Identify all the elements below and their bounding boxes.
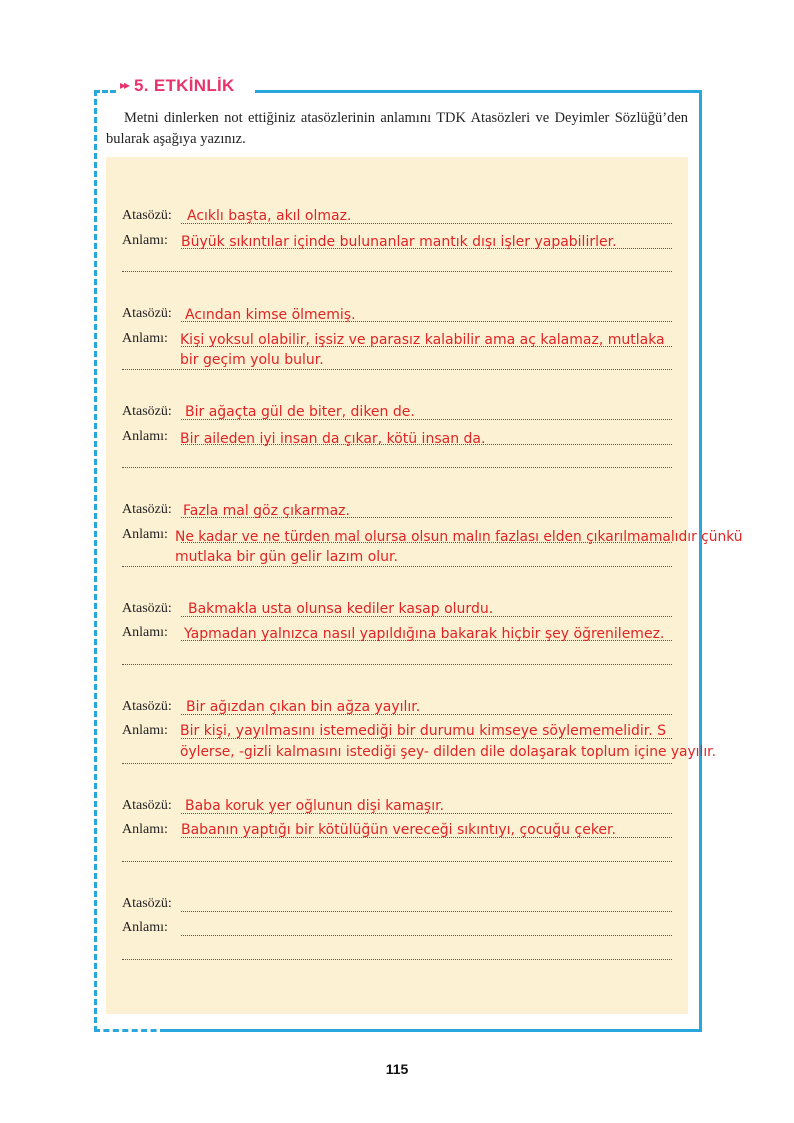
meaning-answer: Yapmadan yalnızca nasıl yapıldığına bakarak hiçbir şey öğrenilemez. xyxy=(184,626,665,642)
meaning-label: Anlamı: xyxy=(122,920,168,935)
meaning-answer: Kişi yoksul olabilir, işsiz ve parasız kalabilir ama aç kalamaz, mutlaka xyxy=(180,332,665,348)
dotted-line xyxy=(181,911,672,912)
proverb-label: Atasözü: xyxy=(122,404,172,419)
meaning-answer: Bir kişi, yayılmasını istemediği bir durumu kimseye söylememelidir. S xyxy=(180,723,667,739)
proverb-label: Atasözü: xyxy=(122,699,172,714)
blank-row xyxy=(122,843,672,863)
answer-panel xyxy=(106,157,688,1014)
frame-dash-top xyxy=(94,90,116,93)
dotted-line xyxy=(122,467,672,468)
proverb-answer: Baba koruk yer oğlunun dişi kamaşır. xyxy=(185,798,445,814)
meaning-answer-cont: bir geçim yolu bulur. xyxy=(180,352,324,368)
meaning-answer: Babanın yaptığı bir kötülüğün vereceği sıkıntıyı, çocuğu çeker. xyxy=(181,822,616,838)
dotted-line xyxy=(181,935,672,936)
proverb-label: Atasözü: xyxy=(122,306,172,321)
activity-heading xyxy=(118,76,239,96)
meaning-answer: Büyük sıkıntılar içinde bulunanlar mantık dışı işler yapabilirler. xyxy=(181,234,617,250)
page-number: 115 xyxy=(385,1061,409,1077)
frame-dash-left xyxy=(94,90,97,1032)
blank-row xyxy=(122,449,672,469)
meaning-label: Anlamı: xyxy=(122,822,168,837)
dotted-line xyxy=(122,664,672,665)
meaning-label: Anlamı: xyxy=(122,429,168,444)
instruction-text: Metni dinlerken not ettiğiniz atasözlerinin anlamını TDK Atasözleri ve Deyimler Sözlüğü’den bularak aşağıya yazınız. xyxy=(106,110,688,147)
dotted-line xyxy=(122,763,672,764)
proverb-answer: Acından kimse ölmemiş. xyxy=(185,307,356,323)
proverb-label: Atasözü: xyxy=(122,798,172,813)
proverb-row xyxy=(122,893,672,913)
blank-row xyxy=(122,941,672,961)
proverb-answer: Fazla mal göz çıkarmaz. xyxy=(183,503,350,519)
activity-title: 5. ETKİNLİK xyxy=(134,76,235,95)
dotted-line xyxy=(122,271,672,272)
meaning-label: Anlamı: xyxy=(122,723,168,738)
meaning-answer-cont: mutlaka bir gün gelir lazım olur. xyxy=(175,549,398,565)
double-arrow-icon: ▸▸ xyxy=(120,78,129,92)
meaning-answer: Ne kadar ve ne türden mal olursa olsun malın fazlası elden çıkarılmamalıdır çünkü xyxy=(175,529,743,545)
meaning-answer-cont: öylerse, -gizli kalmasını istediği şey- dilden dile dolaşarak toplum içine yayılır. xyxy=(180,744,716,760)
meaning-label: Anlamı: xyxy=(122,527,168,542)
meaning-label: Anlamı: xyxy=(122,233,168,248)
meaning-label: Anlamı: xyxy=(122,331,168,346)
proverb-label: Atasözü: xyxy=(122,208,172,223)
proverb-answer: Acıklı başta, akıl olmaz. xyxy=(187,208,352,224)
meaning-answer: Bir aileden iyi insan da çıkar, kötü insan da. xyxy=(180,431,486,447)
meaning-row xyxy=(122,917,672,937)
frame-border-bottom xyxy=(165,1029,702,1032)
proverb-label: Atasözü: xyxy=(122,896,172,911)
dotted-line xyxy=(122,959,672,960)
proverb-answer: Bir ağızdan çıkan bin ağza yayılır. xyxy=(186,699,421,715)
proverb-label: Atasözü: xyxy=(122,502,172,517)
proverb-answer: Bir ağaçta gül de biter, diken de. xyxy=(185,404,415,420)
blank-row xyxy=(122,646,672,666)
proverb-answer: Bakmakla usta olunsa kediler kasap olurdu. xyxy=(188,601,494,617)
blank-row xyxy=(122,253,672,273)
meaning-label: Anlamı: xyxy=(122,625,168,640)
dotted-line xyxy=(122,861,672,862)
frame-dash-bottom xyxy=(94,1029,166,1032)
proverb-label: Atasözü: xyxy=(122,601,172,616)
